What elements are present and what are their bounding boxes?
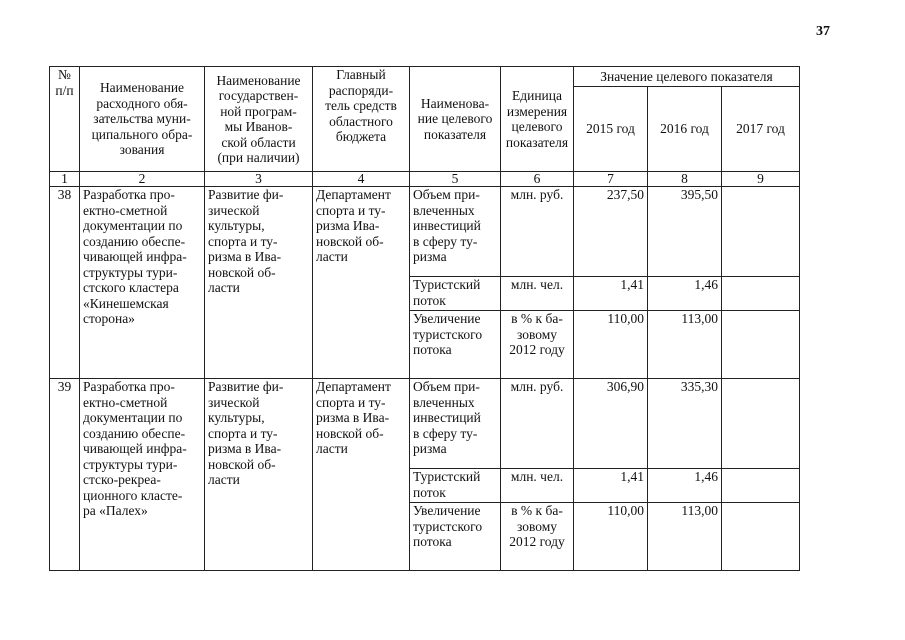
text-line: созданию обеспе-: [83, 425, 186, 441]
text-line: зования: [119, 142, 165, 158]
text-line: поток: [413, 292, 446, 308]
text-line: ризма в Ива-: [208, 249, 282, 264]
indicator-name: [410, 277, 501, 311]
header-year-2015: 2015 год: [574, 87, 648, 172]
indicator-unit: [501, 187, 574, 277]
value-2016: 113,00: [648, 311, 722, 379]
text-line: государствен-: [218, 88, 299, 103]
text-line: распоряди-: [328, 82, 394, 98]
text-line: в сферу ту-: [413, 233, 478, 249]
text-line: Туристский: [413, 277, 481, 292]
text-line: инвестиций: [413, 410, 481, 425]
column-number: 8: [648, 172, 722, 187]
text-line: зовому: [516, 518, 558, 534]
obligation-name: [80, 379, 205, 571]
text-line: ектно-сметной: [83, 202, 168, 218]
text-line: спорта и ту-: [208, 425, 278, 441]
column-number: 1: [50, 172, 80, 187]
text-line: ласти: [316, 441, 348, 456]
column-number: 7: [574, 172, 648, 187]
text-line: спорта и ту-: [316, 394, 386, 410]
text-line: ризма в Ива-: [316, 410, 390, 425]
row-number: 38: [50, 187, 80, 379]
text-line: документации по: [83, 410, 183, 425]
text-line: целевого: [511, 119, 563, 134]
text-line: млн. чел.: [510, 469, 564, 484]
text-line: культуры,: [208, 410, 265, 425]
text-line: Наименова-: [420, 95, 490, 111]
text-line: Развитие фи-: [208, 187, 284, 202]
text-line: зательства муни-: [93, 111, 191, 127]
value-2016: 113,00: [648, 503, 722, 571]
value-2015: 110,00: [574, 503, 648, 571]
text-line: Туристский: [413, 469, 481, 484]
text-line: Разработка про-: [83, 379, 175, 394]
text-line: Департамент: [316, 379, 391, 394]
text-line: «Кинешемская: [83, 295, 169, 311]
header-budget-manager: [313, 67, 410, 172]
value-2017: [722, 277, 800, 311]
text-line: зовому: [516, 326, 558, 342]
text-line: ской области: [221, 134, 296, 150]
column-number: 3: [205, 172, 313, 187]
row-number: 39: [50, 379, 80, 571]
text-line: 2012 году: [509, 534, 565, 549]
text-line: в % к ба-: [511, 503, 563, 518]
text-line: ние целевого: [417, 111, 493, 127]
text-line: новской об-: [208, 456, 276, 472]
column-number: 4: [313, 172, 410, 187]
text-line: спорта и ту-: [316, 202, 386, 218]
text-line: структуры тури-: [83, 456, 178, 472]
text-line: Наименование: [216, 72, 301, 88]
table-row: [50, 379, 800, 469]
column-number: 6: [501, 172, 574, 187]
text-line: сторона»: [83, 311, 135, 326]
header-obligation-name: [80, 67, 205, 172]
text-line: Увеличение: [413, 503, 481, 518]
text-line: влеченных: [413, 394, 475, 410]
column-number: 9: [722, 172, 800, 187]
indicator-name: [410, 379, 501, 469]
text-line: потока: [413, 534, 452, 549]
value-2015: 306,90: [574, 379, 648, 469]
text-line: областного: [329, 113, 393, 129]
column-number: 2: [80, 172, 205, 187]
indicator-unit: [501, 503, 574, 571]
value-2017: [722, 469, 800, 503]
text-line: п/п: [55, 82, 74, 98]
text-line: новской об-: [316, 425, 384, 441]
header-unit: [501, 67, 574, 172]
table-row: [50, 187, 800, 277]
text-line: новской об-: [316, 233, 384, 249]
text-line: спорта и ту-: [208, 233, 278, 249]
text-line: Увеличение: [413, 311, 481, 326]
header-indicator-name: [410, 67, 501, 172]
column-number: 5: [410, 172, 501, 187]
text-line: влеченных: [413, 202, 475, 218]
value-2016: 1,46: [648, 469, 722, 503]
text-line: №: [58, 67, 71, 82]
text-line: культуры,: [208, 218, 265, 233]
text-line: Единица: [511, 88, 562, 103]
obligation-name: [80, 187, 205, 379]
text-line: Департамент: [316, 187, 391, 202]
text-line: новской об-: [208, 264, 276, 280]
value-2017: [722, 187, 800, 277]
text-line: ризма Ива-: [316, 218, 380, 233]
header-indicator-value-group: Значение целевого показателя: [574, 67, 800, 87]
header-year-2016: 2016 год: [648, 87, 722, 172]
text-line: ризма: [413, 249, 447, 264]
indicator-unit: [501, 469, 574, 503]
text-line: туристского: [413, 518, 483, 534]
indicator-unit: [501, 311, 574, 379]
indicator-name: [410, 469, 501, 503]
text-line: стского кластера: [83, 280, 179, 295]
text-line: туристского: [413, 326, 483, 342]
text-line: расходного обя-: [96, 95, 188, 111]
text-line: млн. чел.: [510, 277, 564, 292]
text-line: млн. руб.: [510, 379, 564, 394]
text-line: в сферу ту-: [413, 425, 478, 441]
text-line: зической: [208, 394, 260, 410]
header-number: [50, 67, 80, 172]
text-line: документации по: [83, 218, 183, 233]
page-number: 37: [816, 24, 830, 39]
text-line: (при наличии): [217, 150, 300, 165]
text-line: зической: [208, 202, 260, 218]
indicator-unit: [501, 277, 574, 311]
value-2016: 335,30: [648, 379, 722, 469]
text-line: Главный: [336, 67, 386, 82]
text-line: структуры тури-: [83, 264, 178, 280]
text-line: Разработка про-: [83, 187, 175, 202]
text-line: ласти: [208, 472, 240, 487]
text-line: 2012 году: [509, 342, 565, 357]
indicator-name: [410, 311, 501, 379]
value-2015: 1,41: [574, 277, 648, 311]
value-2016: 395,50: [648, 187, 722, 277]
text-line: тель средств: [325, 98, 397, 113]
table-header: [50, 67, 800, 187]
value-2015: 1,41: [574, 469, 648, 503]
text-line: Объем при-: [413, 187, 480, 202]
text-line: ризма в Ива-: [208, 441, 282, 456]
text-line: инвестиций: [413, 218, 481, 233]
text-line: Наименование: [99, 80, 185, 96]
value-2015: 237,50: [574, 187, 648, 277]
text-line: ризма: [413, 441, 447, 456]
target-indicators-table: [49, 66, 800, 571]
indicator-name: [410, 503, 501, 571]
text-line: ционного класте-: [83, 487, 183, 503]
header-program-name: [205, 67, 313, 172]
text-line: мы Иванов-: [224, 119, 293, 134]
text-line: Развитие фи-: [208, 379, 284, 394]
value-2017: [722, 311, 800, 379]
value-2017: [722, 379, 800, 469]
text-line: показателя: [505, 134, 569, 150]
text-line: ра «Палех»: [83, 503, 148, 518]
column-numbers-row: [50, 172, 800, 187]
budget-manager: [313, 379, 410, 571]
text-line: ласти: [316, 249, 348, 264]
text-line: бюджета: [335, 129, 387, 144]
value-2016: 1,46: [648, 277, 722, 311]
text-line: поток: [413, 484, 446, 500]
text-line: созданию обеспе-: [83, 233, 186, 249]
text-line: чивающей инфра-: [83, 249, 187, 264]
table-body: [50, 187, 800, 571]
text-line: потока: [413, 342, 452, 357]
value-2015: 110,00: [574, 311, 648, 379]
text-line: млн. руб.: [510, 187, 564, 202]
indicator-unit: [501, 379, 574, 469]
text-line: измерения: [506, 103, 568, 119]
text-line: ной програм-: [220, 103, 297, 119]
text-line: ласти: [208, 280, 240, 295]
text-line: в % к ба-: [511, 311, 563, 326]
text-line: показателя: [423, 126, 487, 142]
program-name: [205, 379, 313, 571]
budget-manager: [313, 187, 410, 379]
header-year-2017: 2017 год: [722, 87, 800, 172]
text-line: чивающей инфра-: [83, 441, 187, 456]
text-line: стско-рекреа-: [83, 472, 161, 487]
indicator-name: [410, 187, 501, 277]
value-2017: [722, 503, 800, 571]
program-name: [205, 187, 313, 379]
text-line: ципального обра-: [91, 126, 193, 142]
text-line: Объем при-: [413, 379, 480, 394]
text-line: ектно-сметной: [83, 394, 168, 410]
